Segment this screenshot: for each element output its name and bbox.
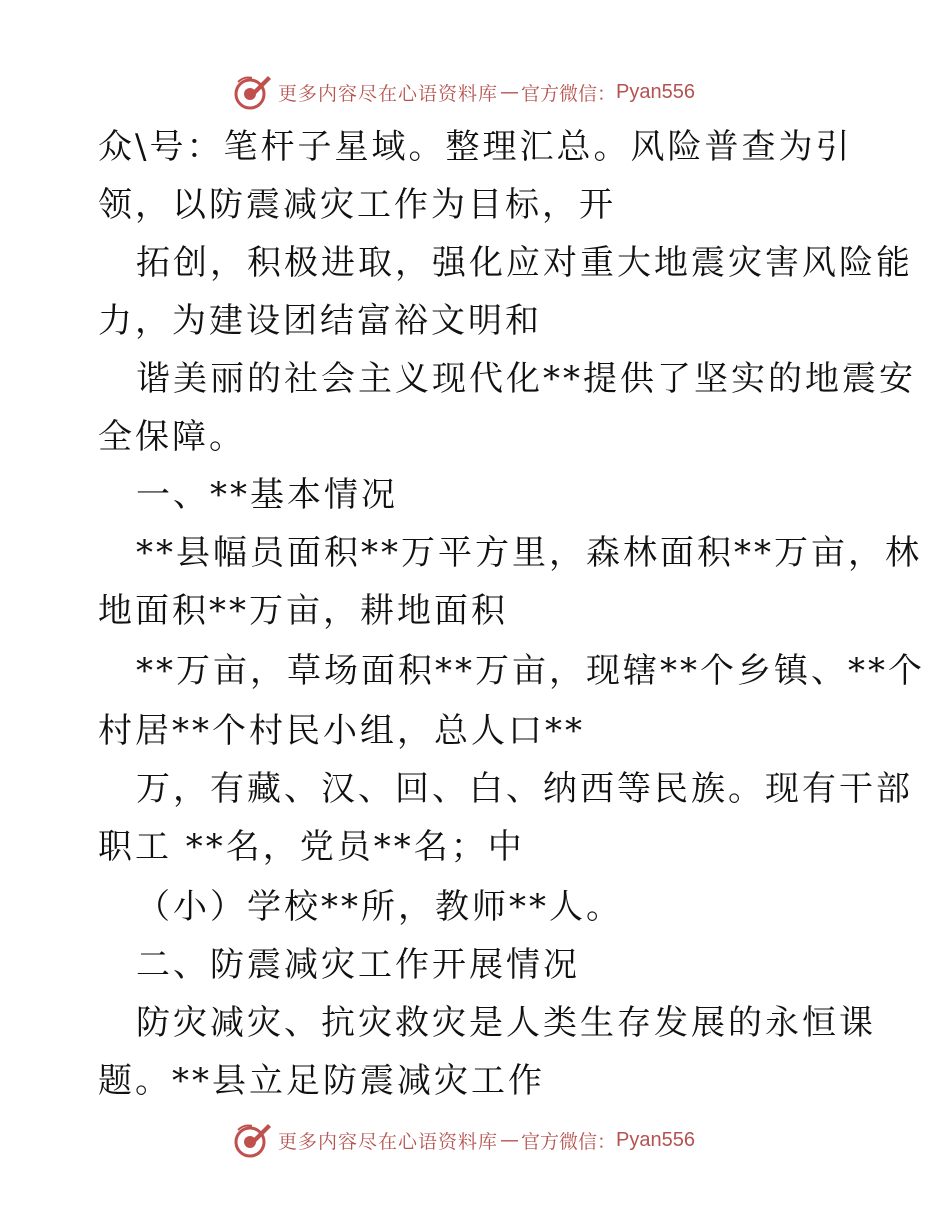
header-watermark (232, 72, 695, 112)
pen-logo-icon (232, 72, 272, 112)
watermark-separator: — (500, 1129, 520, 1151)
pen-logo-icon (232, 1120, 272, 1160)
text-line: **县幅员面积**万平方里，森林面积**万亩，林 (136, 533, 922, 573)
text-line: 力，为建设团结富裕文明和 (98, 301, 542, 341)
watermark-separator: — (500, 81, 520, 103)
text-line: **万亩，草场面积**万亩，现辖**个乡镇、**个 (136, 651, 925, 691)
text-line: 防灾减灾、抗灾救灾是人类生存发展的永恒课 (136, 1003, 876, 1043)
watermark-id: Pyan556 (616, 80, 695, 103)
watermark-text: 更多内容尽在心语资料库 (278, 82, 499, 105)
text-line: （小）学校**所，教师**人。 (136, 887, 623, 927)
footer-watermark (232, 1120, 695, 1160)
text-line: 地面积**万亩，耕地面积 (98, 591, 508, 631)
text-line: 领，以防震减灾工作为目标，开 (98, 185, 616, 225)
watermark-text: 更多内容尽在心语资料库 (278, 1130, 499, 1153)
text-line: 拓创，积极进取，强化应对重大地震灾害风险能 (136, 243, 913, 283)
section-heading: 一、**基本情况 (136, 475, 398, 515)
text-line: 万，有藏、汉、回、白、纳西等民族。现有干部 (136, 769, 913, 809)
text-line: 职工 **名，党员**名；中 (98, 827, 525, 867)
text-line: 谐美丽的社会主义现代化**提供了坚实的地震安 (136, 359, 916, 399)
text-line: 题。**县立足防震减灾工作 (98, 1061, 545, 1101)
text-line: 村居**个村民小组，总人口** (98, 711, 585, 751)
text-line: 众\号：笔杆子星域。整理汇总。风险普查为引 (98, 127, 853, 167)
watermark-id: Pyan556 (616, 1128, 695, 1151)
text-line: 全保障。 (98, 417, 246, 457)
watermark-label: 官方微信： (521, 82, 617, 105)
watermark-label: 官方微信： (521, 1130, 617, 1153)
section-heading: 二、防震减灾工作开展情况 (136, 945, 580, 985)
